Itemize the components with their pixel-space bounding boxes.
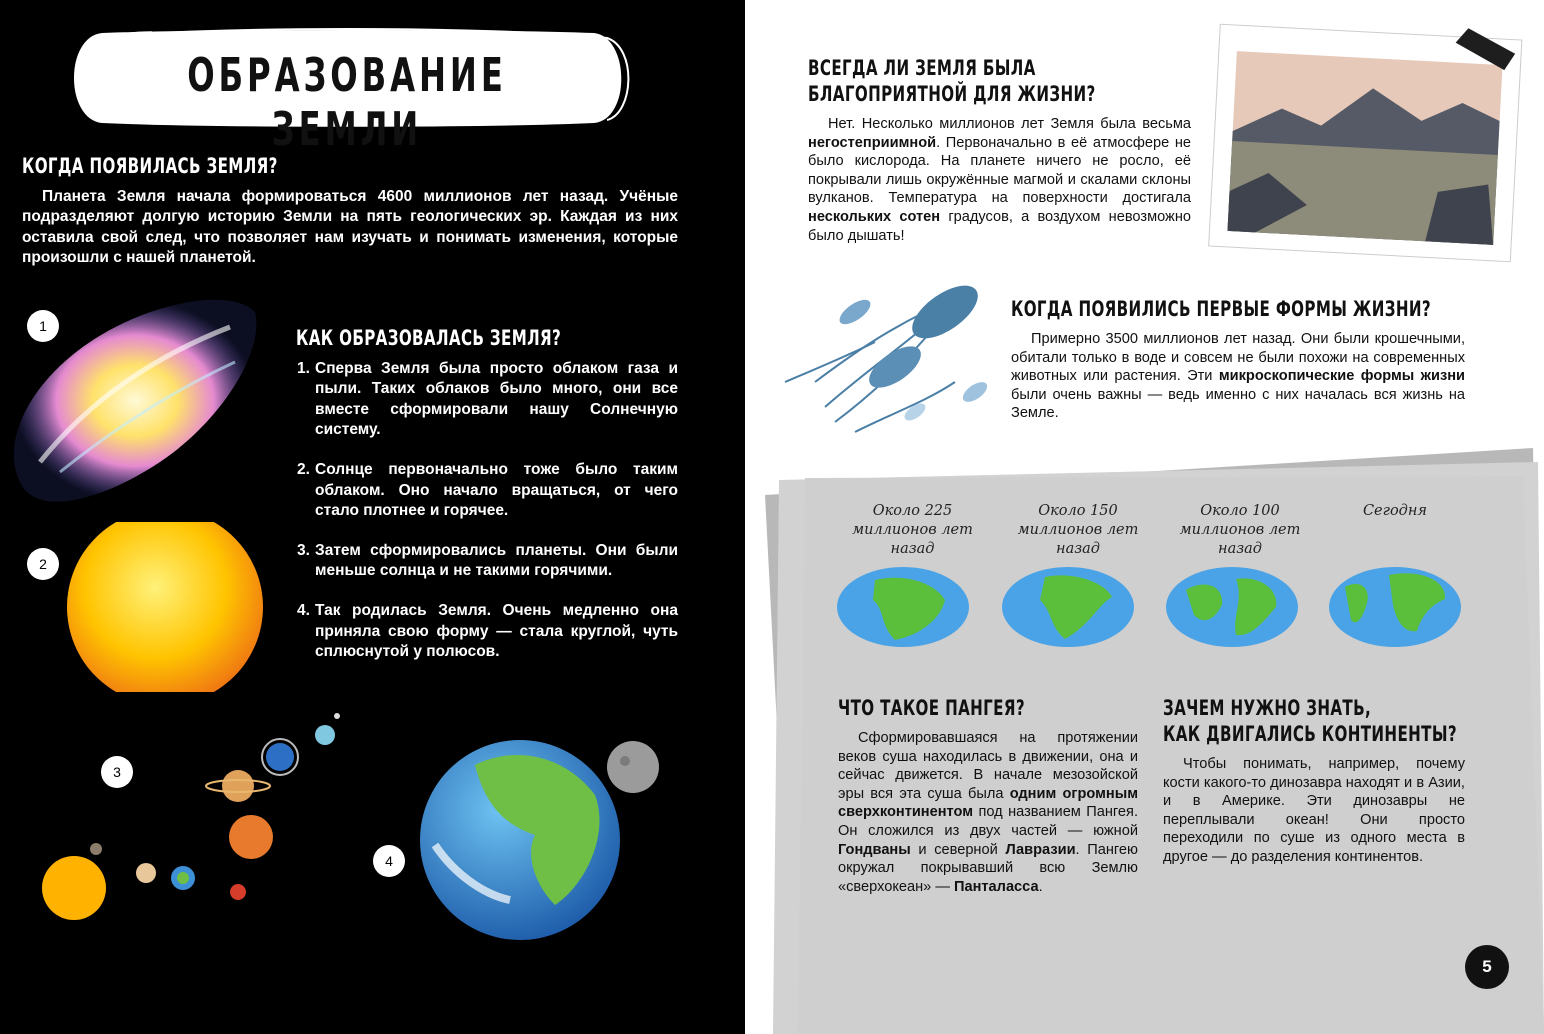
globe-today xyxy=(1327,565,1467,651)
page-title: ОБРАЗОВАНИЕ ЗЕМЛИ xyxy=(187,48,507,156)
always-heading-line1: ВСЕГДА ЛИ ЗЕМЛЯ БЫЛА xyxy=(808,56,1036,80)
earth-illustration xyxy=(415,735,665,945)
emphasis-several-hundred: нескольких сотен xyxy=(808,208,941,225)
globe-100mya xyxy=(1164,565,1304,651)
life-heading: КОГДА ПОЯВИЛИСЬ ПЕРВЫЕ ФОРМЫ ЖИЗНИ? xyxy=(1011,297,1432,321)
always-paragraph: Нет. Несколько миллионов лет Земля была весьма негостеприимной. Первоначально в её атмосфере не было кислорода. На планете ничего не росло, её покрывали лишь окружённые магмой и скалами склоны вулканов. Температура на поверхности достигала нескольких сотен градусов, а воздухом невозможно было дышать! xyxy=(808,116,1191,244)
step-number: 3. xyxy=(297,541,310,559)
step-number: 4. xyxy=(297,602,310,620)
pangea-paragraph: Сформировавшаяся на протяжении веков суша находилась в движении, она и сейчас движется. В начале мезозойской эры вся эта суша была одним огромным сверхконтинентом под названием Пангея. Он сложился из двух частей — южной Гондваны и северной Лавразии. Пангею окружал покрывавший всю Землю «сверхокеан» — Панталасса. xyxy=(838,730,1138,895)
how-heading: КАК ОБРАЗОВАЛАСЬ ЗЕМЛЯ? xyxy=(296,326,562,350)
globe-150mya xyxy=(1000,565,1140,651)
era-label-100: Около 100 миллионов лет назад xyxy=(1179,503,1301,557)
step-item-1 xyxy=(297,359,678,441)
emphasis-panthalassa: Панталасса xyxy=(953,878,1039,895)
globe-225mya xyxy=(835,565,975,651)
left-page xyxy=(0,0,745,1034)
sun-illustration xyxy=(62,522,268,692)
always-heading-line2: БЛАГОПРИЯТНОЙ ДЛЯ ЖИЗНИ? xyxy=(808,82,1096,106)
step-badge-3: 3 xyxy=(101,756,133,788)
step-number: 2. xyxy=(297,461,310,479)
step-item-2 xyxy=(297,460,678,521)
emphasis-supercontinent: одним огромным сверхконтинентом xyxy=(838,785,1138,821)
era-label-150: Около 150 миллионов лет назад xyxy=(1017,503,1139,557)
landscape-photo xyxy=(1200,18,1540,280)
step-number: 1. xyxy=(297,360,310,377)
emphasis-hostile: негостеприимной xyxy=(808,134,937,151)
step-item-4 xyxy=(297,601,678,662)
emphasis-laurasia: Лавразии xyxy=(1005,841,1076,858)
step-text: Так родилась Земля. Очень медленно она приняла свою форму — стала круглой, чуть сплюснутой у полюсов. xyxy=(315,602,678,660)
why-paragraph: Чтобы понимать, например, почему кости какого-то динозавра находят и в Азии, и в Америке. Эти динозавры не переплывали океан! Они просто переходили по суше из одного места в другое — до разделения континентов. xyxy=(1163,756,1465,865)
why-heading-line2: КАК ДВИГАЛИСЬ КОНТИНЕНТЫ? xyxy=(1163,722,1457,746)
why-heading-line1: ЗАЧЕМ НУЖНО ЗНАТЬ, xyxy=(1163,696,1372,720)
emphasis-microscopic: микроскопические формы жизни xyxy=(1218,368,1466,385)
solar-system-illustration xyxy=(30,700,360,930)
life-paragraph: Примерно 3500 миллионов лет назад. Они были крошечными, обитали только в воде и совсем не были похожи на современных животных или растения. Эти микроскопические формы жизни были очень важны — ведь именно с них началась вся жизнь на Земле. xyxy=(1011,331,1466,422)
step-text: Затем сформировались планеты. Они были меньше солнца и не такими горячими. xyxy=(315,541,678,580)
formation-steps-list xyxy=(297,359,678,682)
step-text: Солнце первоначально тоже было таким облаком. Оно начало вращаться, от чего стало плотнее и горячее. xyxy=(315,461,678,519)
era-label-today: Сегодня xyxy=(1362,503,1428,519)
title-banner xyxy=(62,28,632,156)
page-number: 5 xyxy=(1465,945,1509,989)
era-label-225: Около 225 миллионов лет назад xyxy=(852,503,973,557)
step-item-3 xyxy=(297,541,678,582)
bacteria-illustration xyxy=(775,272,1015,450)
step-badge-2: 2 xyxy=(27,548,59,580)
emphasis-gondwana: Гондваны xyxy=(838,841,911,858)
when-paragraph: Планета Земля начала формироваться 4600 миллионов лет назад. Учёные подразделяют долгую историю Земли на пять геологических эр. Каждая из них оставила свой след, что позволяет нам изучать и понимать изменения, которые произошли с нашей планетой. xyxy=(22,188,678,267)
when-heading: КОГДА ПОЯВИЛАСЬ ЗЕМЛЯ? xyxy=(22,154,278,178)
pangea-heading: ЧТО ТАКОЕ ПАНГЕЯ? xyxy=(838,696,1025,720)
step-badge-4: 4 xyxy=(373,845,405,877)
step-badge-1: 1 xyxy=(27,310,59,342)
right-page xyxy=(745,0,1544,1034)
step-text: Сперва Земля была просто облаком газа и пыли. Таких облаков было много, они все вместе сформировали нашу Солнечную систему. xyxy=(315,360,678,439)
